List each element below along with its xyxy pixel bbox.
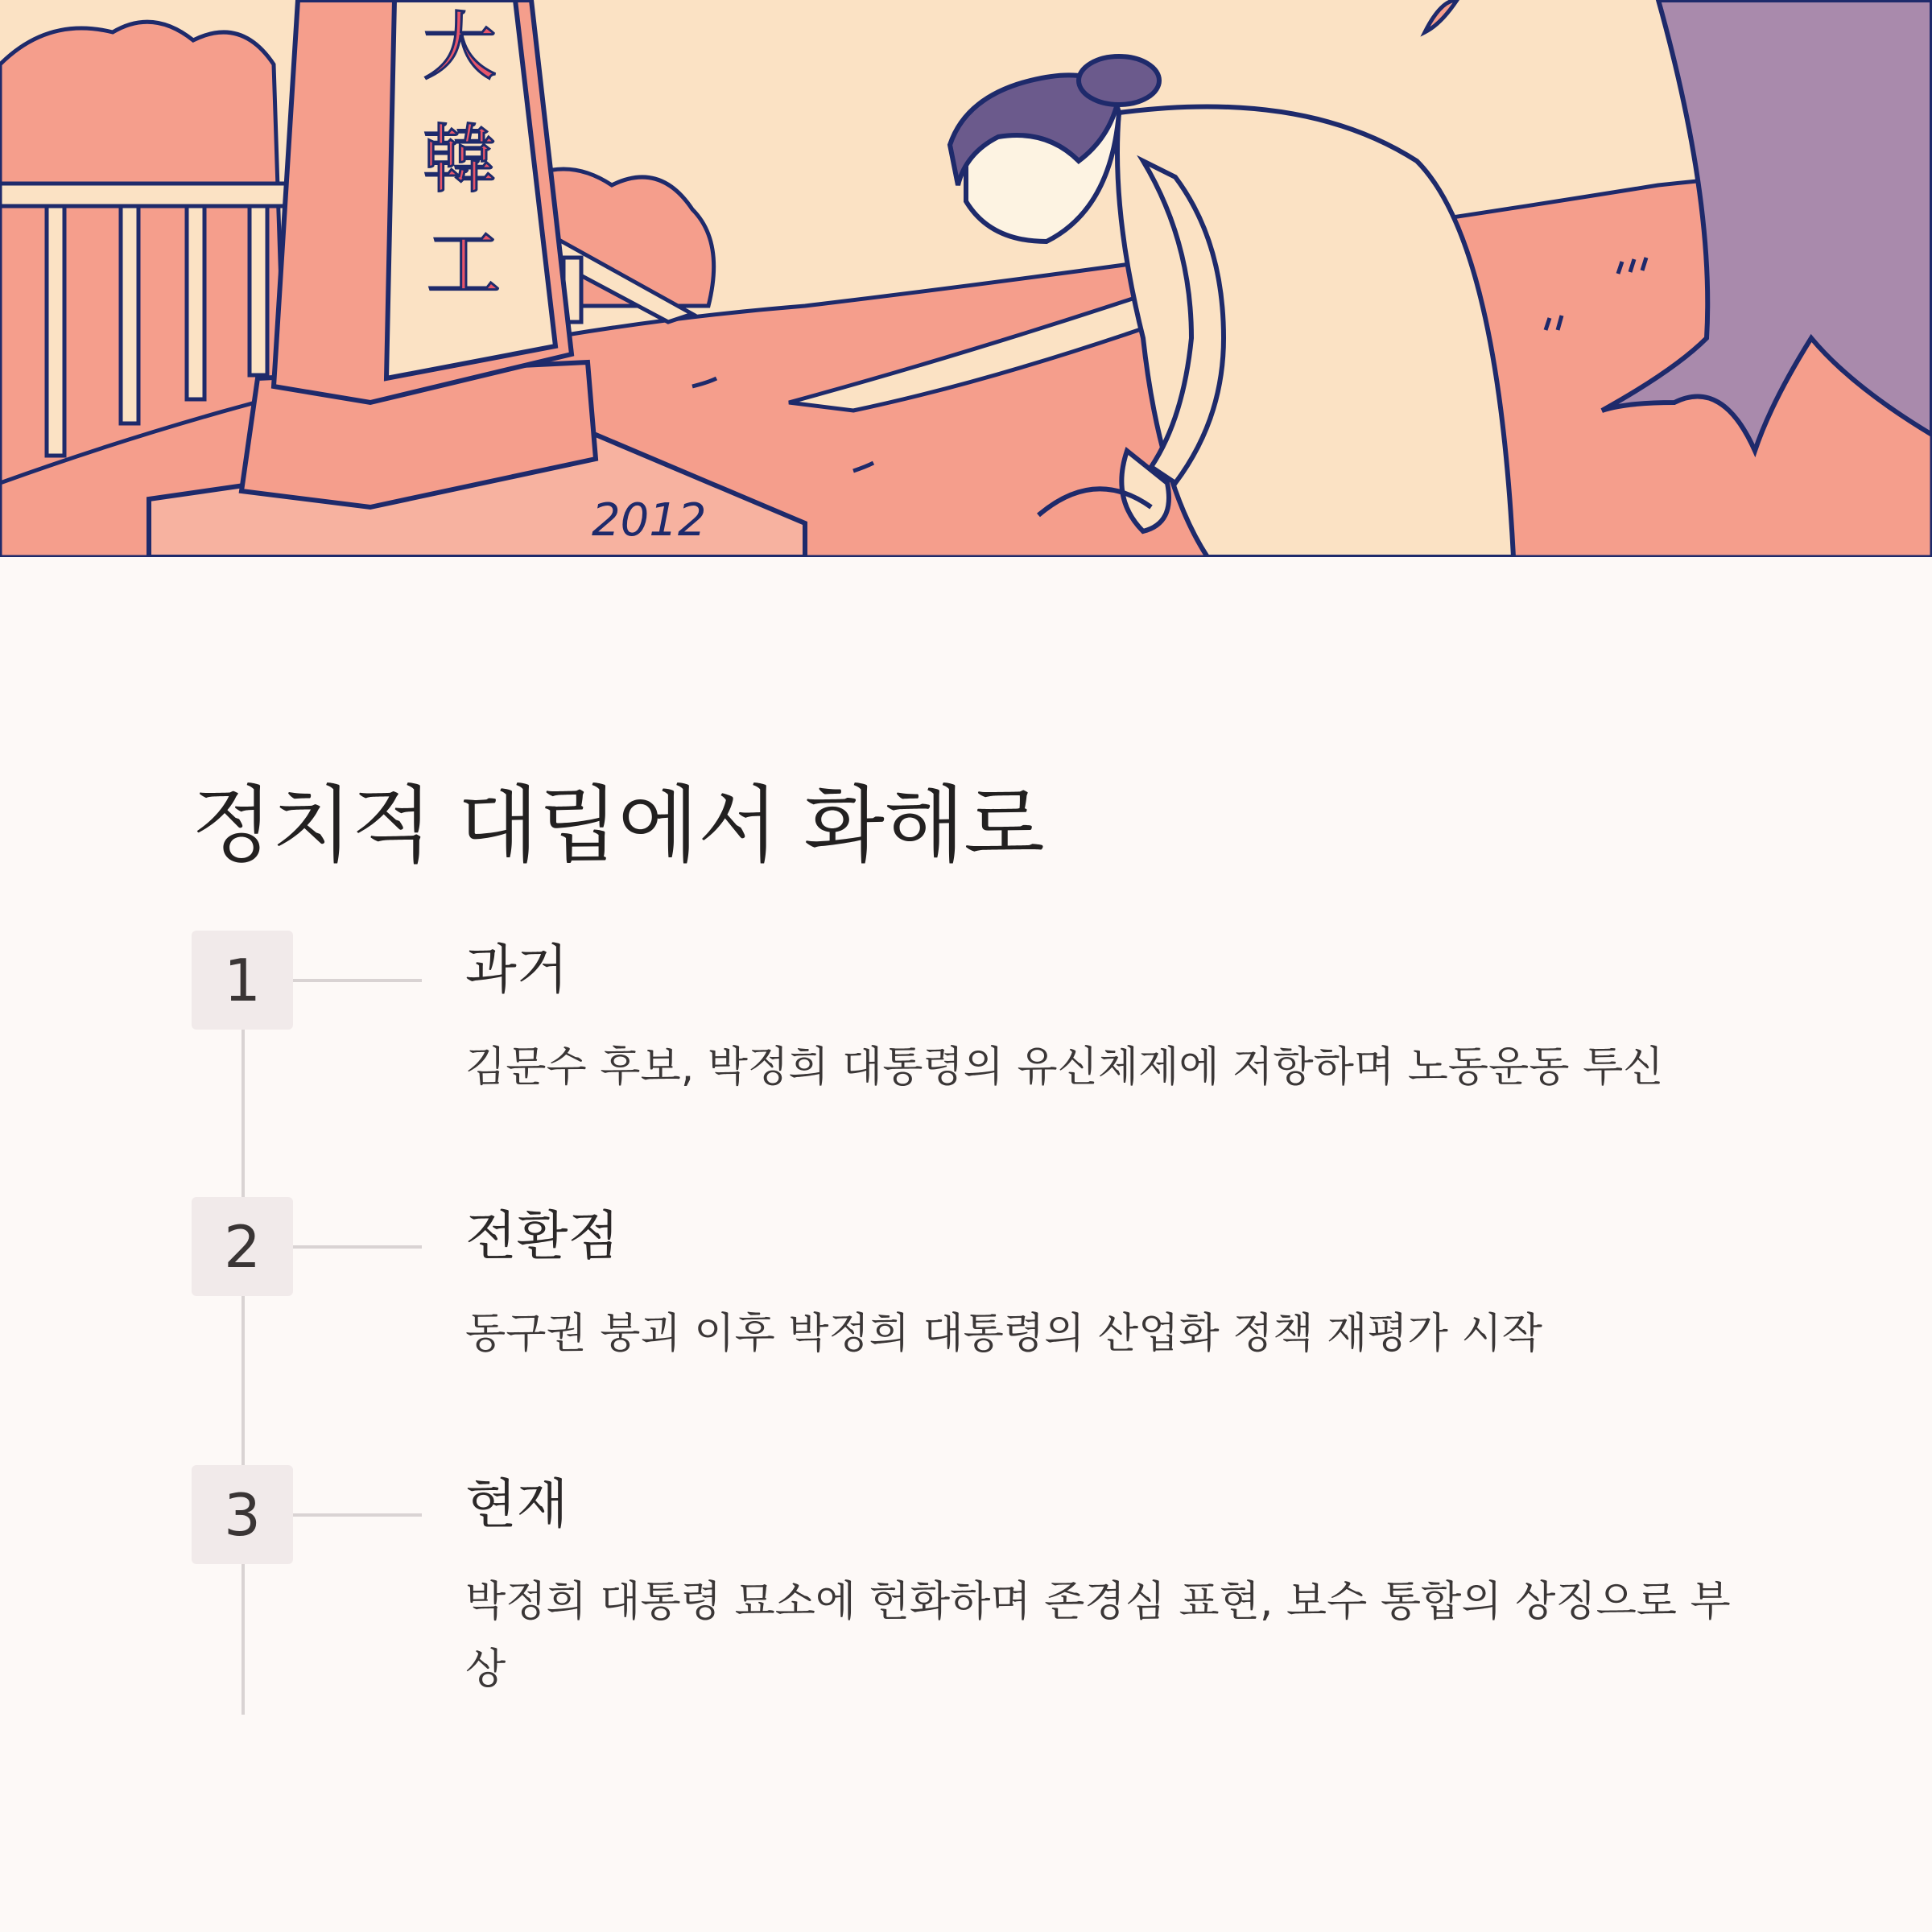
- step-description: 김문수 후보, 박정희 대통령의 유신체제에 저항하며 노동운동 투신: [465, 1043, 1664, 1092]
- step-connector: [293, 979, 422, 982]
- step-description: 동구권 붕괴 이후 박정희 대통령의 산업화 정책 재평가 시작: [465, 1310, 1542, 1358]
- step-connector: [293, 1245, 422, 1249]
- step-connector: [293, 1513, 422, 1517]
- step-title: 과거: [465, 939, 568, 1001]
- step-number: 3: [192, 1465, 293, 1564]
- monument-lettering-1: 大: [423, 4, 497, 90]
- step-title: 전환점: [465, 1205, 620, 1267]
- step-title: 현재: [465, 1473, 568, 1535]
- step-number: 1: [192, 931, 293, 1030]
- timeline-line: [242, 974, 245, 1715]
- page-title: 정치적 대립에서 화해로: [192, 776, 1044, 874]
- step-number: 2: [192, 1197, 293, 1296]
- monument-date: 2012: [592, 494, 707, 547]
- step-description: 박정희 대통령 묘소에 헌화하며 존경심 표현, 보수 통합의 상징으로 부상: [465, 1578, 1731, 1694]
- hero-illustration: [0, 0, 1932, 557]
- monument-lettering-2: 韓: [423, 117, 497, 203]
- monument-lettering-3: 工: [427, 221, 502, 308]
